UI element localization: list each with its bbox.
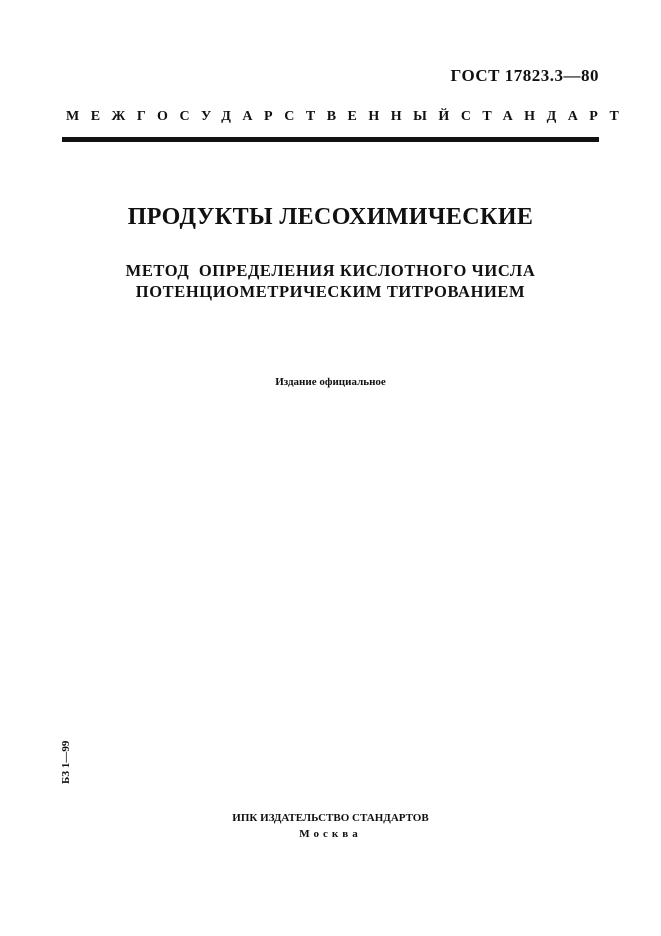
- header-rule: [62, 137, 599, 142]
- edition-note: Издание официальное: [275, 376, 386, 388]
- side-code: БЗ 1—99: [60, 740, 72, 784]
- interstate-standard-heading: [66, 109, 631, 125]
- document-title: ПРОДУКТЫ ЛЕСОХИМИЧЕСКИЕ: [127, 204, 534, 230]
- publisher-name: ИПК ИЗДАТЕЛЬСТВО СТАНДАРТОВ: [232, 812, 429, 824]
- document-subtitle-line-1: МЕТОД ОПРЕДЕЛЕНИЯ КИСЛОТНОГО ЧИСЛА: [125, 261, 536, 280]
- publisher-city: Москва: [299, 828, 362, 840]
- standard-word: СТАНДАРТ: [460, 109, 631, 124]
- interstate-word: МЕЖГОСУДАРСТВЕННЫЙ: [66, 109, 461, 124]
- gost-number: ГОСТ 17823.3—80: [450, 66, 599, 85]
- document-subtitle-line-2: ПОТЕНЦИОМЕТРИЧЕСКИМ ТИТРОВАНИЕМ: [135, 282, 526, 301]
